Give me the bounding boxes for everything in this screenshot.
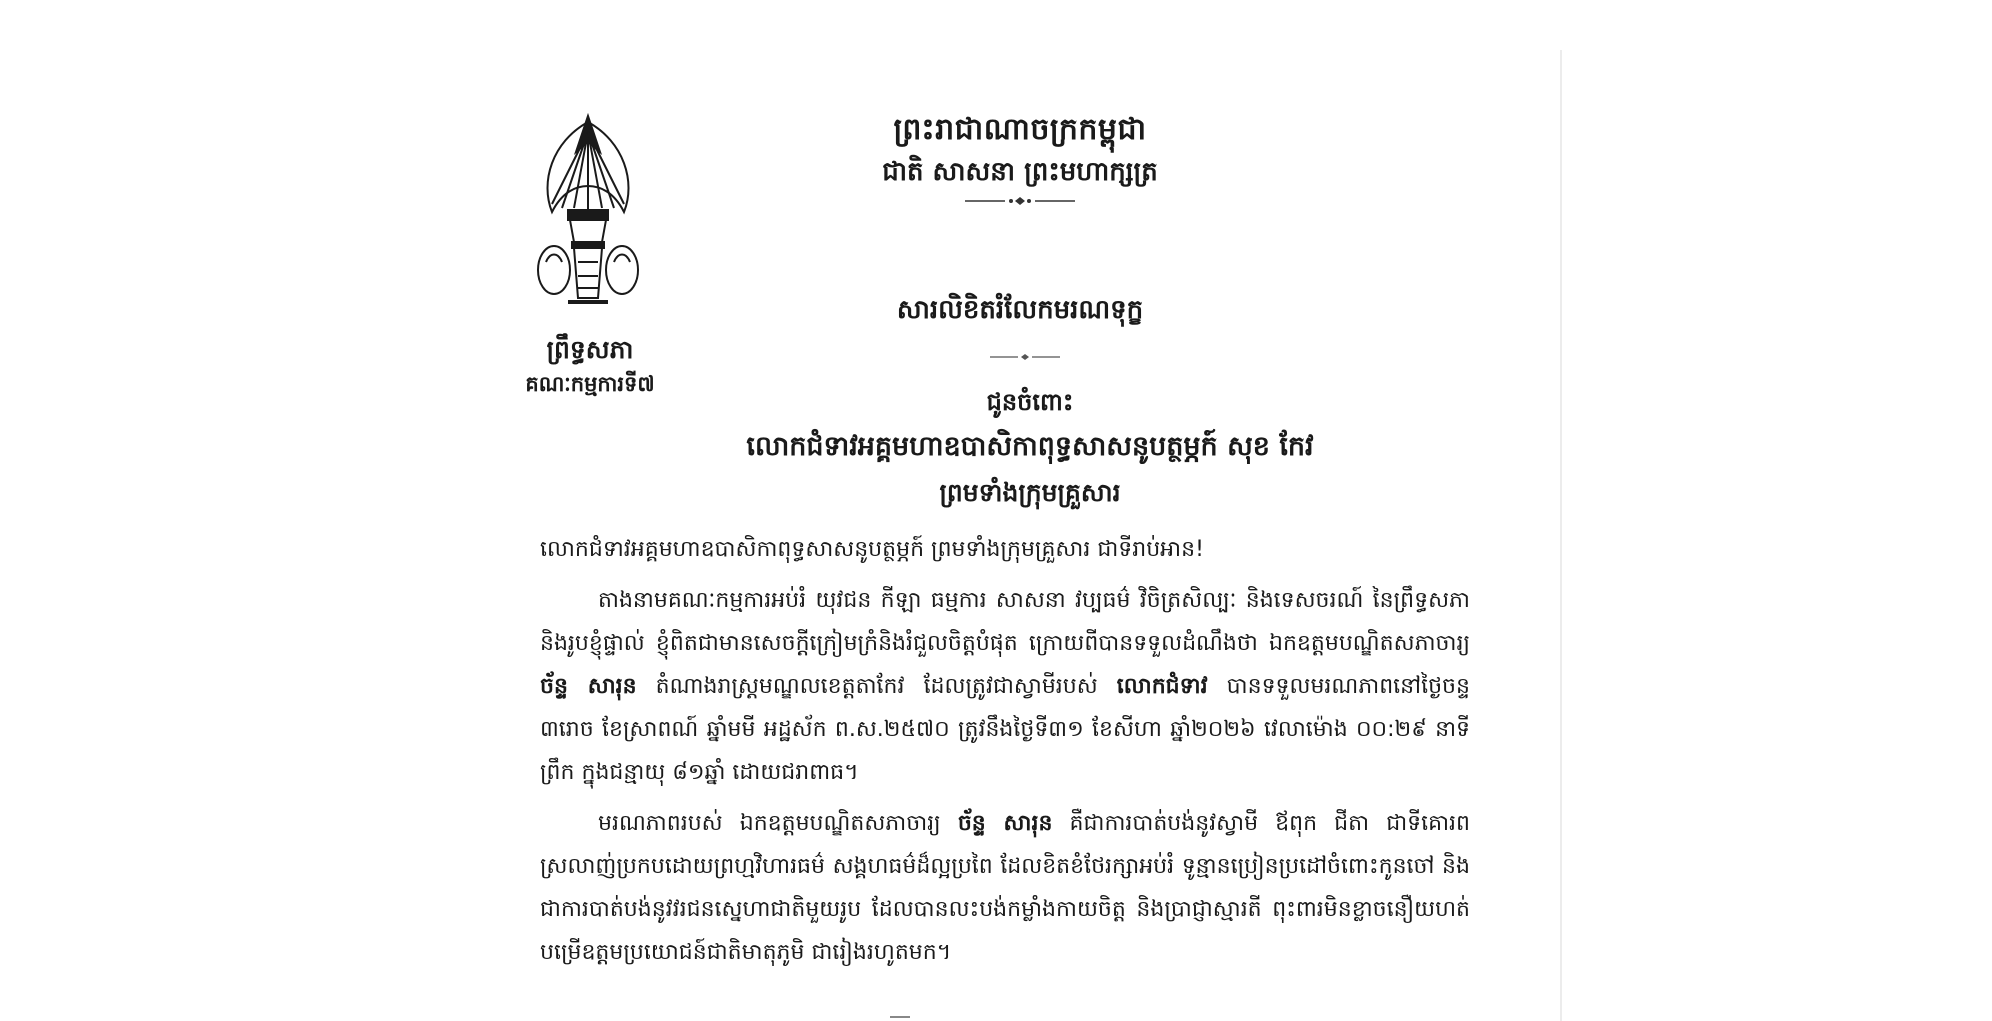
paragraph-1-text-b: តំណាងរាស្ត្រមណ្ឌលខេត្តតាកែវ ដែលត្រូវជាស្វាមីរបស់ — [636, 674, 1117, 699]
divider-ornament-small — [990, 353, 1060, 361]
kingdom-title: ព្រះរាជាណាចក្រកម្ពុជា — [893, 112, 1147, 147]
letter-page — [470, 50, 1562, 1021]
paragraph-1 — [540, 579, 1470, 794]
institution-name: ព្រឹទ្ធសភា — [546, 335, 634, 364]
paragraph-1-text-c: បានទទួលមរណភាពនៅថ្ងៃចន្ទ ៣រោច ខែស្រាពណ៍ ឆ្នាំមមី អដ្ឋស័ក ព.ស.២៥៧០ ត្រូវនឹងថ្ងៃទី៣១ ខែសីហា ឆ្នាំ២០២៦ វេលាម៉ោង ០០:២៩ នាទីព្រឹក ក្នុងជន្មាយុ ៨១ឆ្នាំ ដោយជរាពាធ។ — [540, 674, 1470, 785]
national-motto: ជាតិ សាសនា ព្រះមហាក្សត្រ — [882, 157, 1158, 187]
divider-ornament — [965, 196, 1075, 206]
recipient-block — [530, 380, 1530, 516]
deceased-name-2: ច័ន្ទ សារុន — [957, 811, 1053, 836]
committee-name: គណៈកម្មការទី៧ — [525, 372, 655, 396]
national-header — [710, 108, 1330, 206]
to-label: ជូនចំពោះ — [986, 388, 1074, 416]
page-continuation-mark — [890, 1016, 910, 1018]
recipient-name: លោកជំទាវអគ្គមហាឧបាសិកាពុទ្ធសាសនូបត្ថម្ភក៍ សុខ កែវ — [746, 431, 1314, 462]
letter-body — [540, 528, 1470, 982]
greeting: លោកជំទាវអគ្គមហាឧបាសិកាពុទ្ធសាសនូបត្ថម្ភក៍ ព្រមទាំងក្រុមគ្រួសារ ជាទីរាប់អាន! — [540, 537, 1204, 562]
paragraph-2-text-b: គឺជាការបាត់បង់នូវស្វាមី ឪពុក ជីតា ជាទីគោរពស្រលាញ់ប្រកបដោយព្រហ្មវិហារធម៌ សង្គហធម៌ដ៏ល្អប្រពៃ ដែលខិតខំថែរក្សាអប់រំ ទូន្មានប្រៀនប្រដៅចំពោះកូនចៅ និងជាការបាត់បង់នូវវរជនស្នេហាជាតិមួយរូប ដែលបានលះបង់កម្លាំងកាយចិត្ត និងប្រាជ្ញាស្មារតី ពុះពារមិនខ្លាចនឿយហត់ បម្រើឧត្តមប្រយោជន៍ជាតិមាតុភូមិ ជារៀងរហូតមក។ — [540, 811, 1470, 965]
royal-crest-emblem — [532, 112, 644, 312]
deceased-name: ច័ន្ទ សារុន — [540, 674, 637, 699]
recipient-family: ព្រមទាំងក្រុមគ្រួសារ — [939, 478, 1121, 507]
paragraph-1-text-a: តាងនាមគណៈកម្មការអប់រំ យុវជន កីឡា ធម្មការ សាសនា វប្បធម៌ វិចិត្រសិល្បៈ និងទេសចរណ៍ នៃព្រឹទ្ធសភា និងរូបខ្ញុំផ្ទាល់ ខ្ញុំពិតជាមានសេចក្តីក្រៀមក្រំនិងរំជួលចិត្តបំផុត ក្រោយពីបានទទួលដំណឹងថា ឯកឧត្តមបណ្ឌិតសភាចារ្យ — [540, 588, 1470, 656]
recipient-title-inline: លោកជំទាវ — [1116, 674, 1208, 699]
paragraph-2 — [540, 802, 1470, 974]
document-title: សារលិខិតរំលែកមរណទុក្ខ — [896, 295, 1144, 325]
paragraph-2-text-a: មរណភាពរបស់ ឯកឧត្តមបណ្ឌិតសភាចារ្យ — [598, 811, 958, 836]
